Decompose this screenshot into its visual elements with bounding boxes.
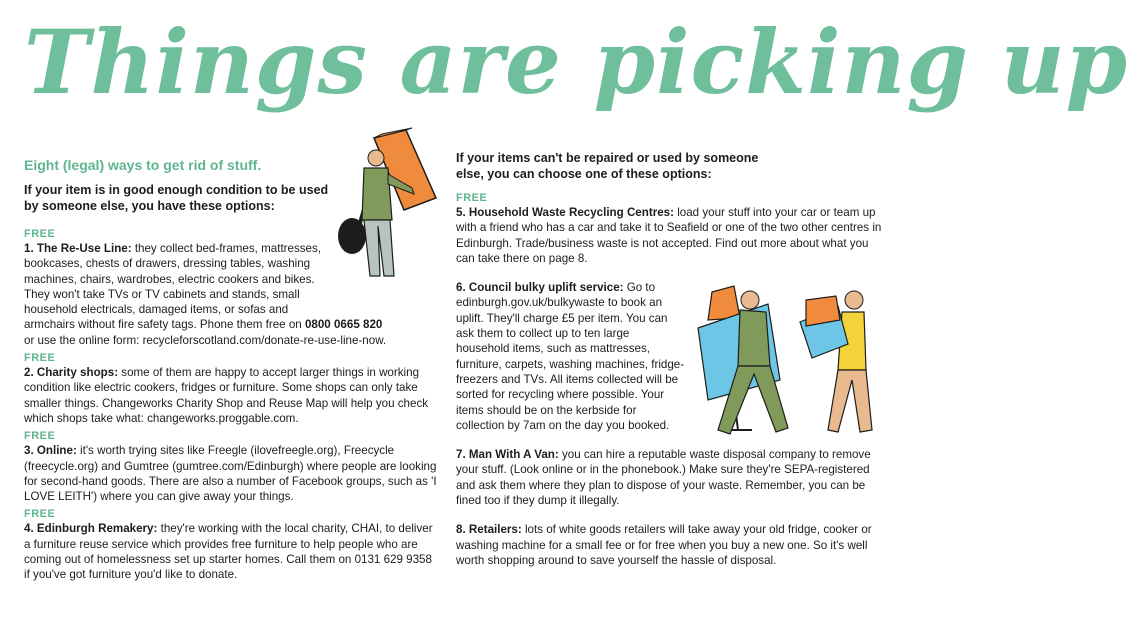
list-item-5 xyxy=(456,192,886,266)
item-heading: 6. Council bulky uplift service: xyxy=(456,281,624,295)
list-item-8 xyxy=(456,522,886,568)
list-item-4 xyxy=(24,508,439,582)
page-title: Things are picking up xyxy=(24,10,1128,114)
item-text xyxy=(24,521,439,582)
left-column xyxy=(24,150,439,586)
left-intro: If your item is in good enough condition to be used by someone else, you have these options: xyxy=(24,183,329,213)
item-text xyxy=(456,447,886,508)
item-body: load your stuff into your car or team up with a friend who has a car and take it to Seafield or one of the two other centres in Edinburgh. Trade/business waste is not accepted. Find out more about what you can take there on page 8. xyxy=(456,206,882,265)
item-heading: 3. Online: xyxy=(24,444,77,458)
item-text xyxy=(456,205,886,266)
item-line: They won't take TVs or TV cabinets and stands, small xyxy=(24,287,300,301)
free-tag: FREE xyxy=(24,352,56,365)
item-text xyxy=(24,365,439,426)
item-body: you can hire a reputable waste disposal company to remove your stuff. (Look online or in the phonebook.) Make sure they're SEPA-registered and ask them where they plan to dispose of your waste. Remember, you can be fined too if they dump it illegally. xyxy=(456,448,871,508)
item-line: household electricals, damaged items, or sofas and xyxy=(24,303,289,317)
list-item-7 xyxy=(456,447,886,508)
item-heading: 2. Charity shops: xyxy=(24,366,119,380)
item-body: they're working with the local charity, CHAI, to deliver a furniture reuse service which provides free furniture to help people who are coming out of homelessness set up starter homes. Call them on 0131 629 9358 if you've got furniture you'd like to donate. xyxy=(24,522,433,582)
item-text xyxy=(456,522,886,568)
right-column xyxy=(456,150,886,571)
free-tag: FREE xyxy=(24,430,56,443)
item-text xyxy=(24,241,439,348)
item-line: they collect bed-frames, mattresses, xyxy=(131,242,322,255)
free-tag: FREE xyxy=(24,228,56,240)
phone-number: 0800 0665 820 xyxy=(304,318,383,332)
item-line: armchairs without fire safety tags. Phone them free on xyxy=(24,318,305,332)
item-heading: 4. Edinburgh Remakery: xyxy=(24,522,158,536)
item-body: some of them are happy to accept larger things in working condition like electric cookers, fridges or furniture. Some shops can only take smaller things. Changeworks Charity Shop and Reuse Map will help you check which shops take what: changeworks.proggable.com. xyxy=(24,366,429,425)
item-body: lots of white goods retailers will take away your old fridge, cooker or washing machine for a small fee or for free when you buy a new one. So it's well worth shopping around to save yourself the hassle of disposal. xyxy=(456,523,872,567)
item-line: machines, chairs, wardrobes, electric cookers and bikes. xyxy=(24,272,315,286)
list-item-1 xyxy=(24,228,439,348)
item-heading: 7. Man With A Van: xyxy=(456,448,559,462)
item-body: it's worth trying sites like Freegle (ilovefreegle.org), Freecycle (freecycle.org) and Gumtree (gumtree.com/Edinburgh) where people are looking for second-hand goods. There are also a number of Facebook groups, such as 'I LOVE LEITH') where you can give away your things. xyxy=(24,444,437,504)
free-tag: FREE xyxy=(24,508,56,521)
free-tag: FREE xyxy=(456,192,488,204)
list-item-6 xyxy=(456,280,886,433)
item-text xyxy=(456,280,686,433)
item-heading: 1. The Re-Use Line: xyxy=(24,242,132,255)
item-heading: 8. Retailers: xyxy=(456,523,522,537)
item-body: Go to edinburgh.gov.uk/bulkywaste to book an uplift. They'll charge £5 per item. You can ask them to collect up to ten large household items, such as mattresses, furniture, carpets, washing machines, fridge-freezers and TVs. All items collected will be sorted for recycling where possible. Your items should be on the kerbside for collection by 7am on the day you booked. xyxy=(456,281,685,432)
item-heading: 5. Household Waste Recycling Centres: xyxy=(456,206,674,219)
section-subhead: Eight (legal) ways to get rid of stuff. xyxy=(24,157,262,173)
list-item-2 xyxy=(24,352,439,426)
item-text xyxy=(24,443,439,504)
right-intro: If your items can't be repaired or used by someone else, you can choose one of these options: xyxy=(456,151,759,181)
item-line: or use the online form: recycleforscotland.com/donate-re-use-line-now. xyxy=(24,333,387,347)
item-line: bookcases, chests of drawers, dressing tables, washing xyxy=(24,257,311,271)
list-item-3 xyxy=(24,430,439,504)
